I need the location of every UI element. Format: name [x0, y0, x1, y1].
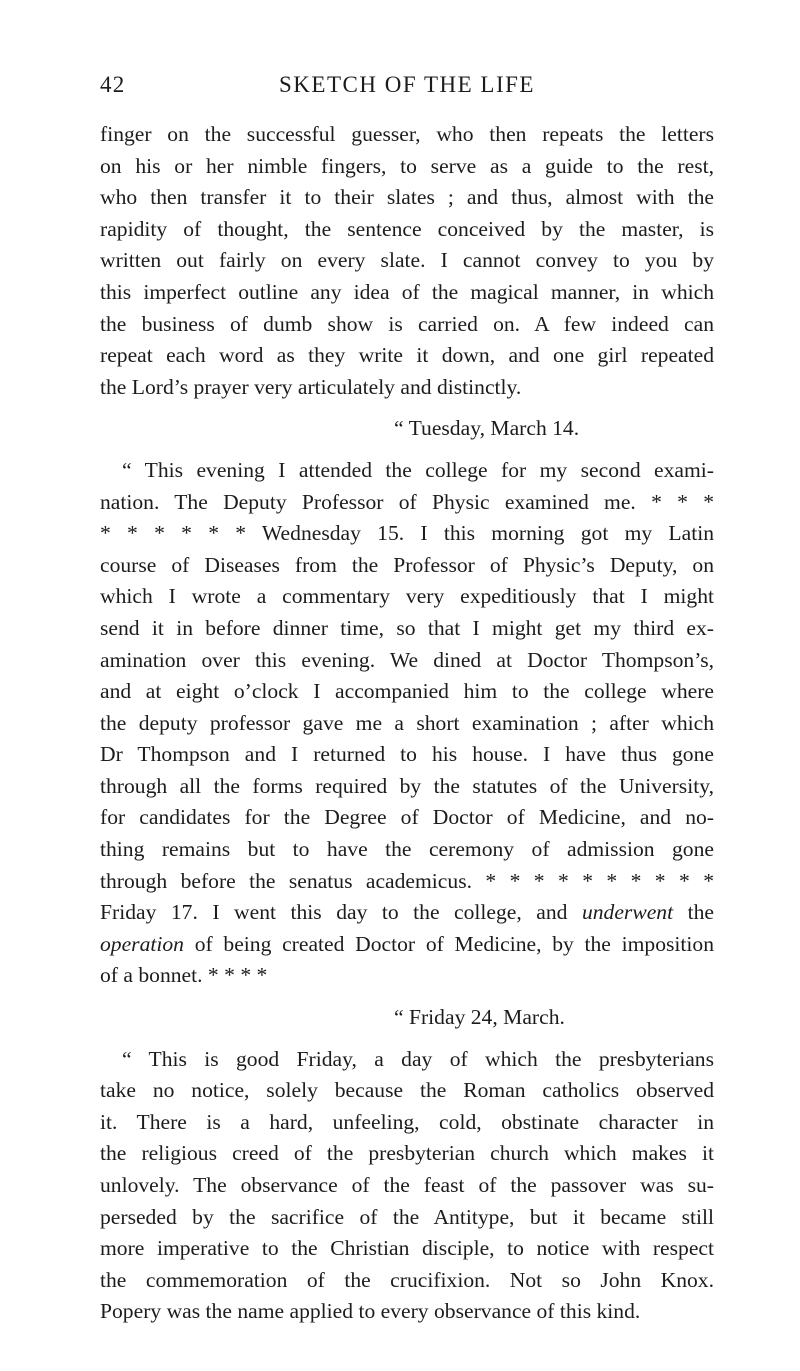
text-line: more imperative to the Christian disciple, to notice with respect — [100, 1236, 714, 1261]
text-line: the business of dumb show is carried on. A few indeed can — [100, 311, 714, 336]
text-line: through all the forms required by the statutes of the University, — [100, 773, 714, 798]
paragraph-gap — [100, 1034, 714, 1044]
text-line: who then transfer it to their slates ; and thus, almost with the — [100, 185, 714, 210]
text-line: for candidates for the Degree of Doctor of Medicine, and no- — [100, 805, 714, 830]
text-fragment: the — [687, 900, 714, 925]
text-line: rapidity of thought, the sentence conceived by the master, is — [100, 216, 714, 241]
paragraph-gap — [100, 992, 714, 1002]
text-line: it. There is a hard, unfeeling, cold, obstinate character in — [100, 1109, 714, 1134]
text-line: send it in before dinner time, so that I might get my third ex- — [100, 615, 714, 640]
text-line: on his or her nimble fingers, to serve as a guide to the rest, — [100, 153, 714, 178]
text-line: take no notice, solely because the Roman catholics observed — [100, 1078, 714, 1103]
text-fragment: of being created Doctor of Medicine, by the imposition — [194, 931, 714, 956]
text-line: of a bonnet. * * * * — [100, 963, 268, 988]
text-line: this imperfect outline any idea of the magical manner, in which — [100, 279, 714, 304]
running-title: SKETCH OF THE LIFE — [279, 72, 535, 97]
text-line: through before the senatus academicus. * * * * * * * * * * — [100, 868, 714, 893]
italic-word-operation: operation — [100, 931, 184, 956]
page-number: 42 — [100, 72, 126, 97]
text-line: and at eight o’clock I accompanied him to the college where — [100, 679, 714, 704]
text-line-with-italics — [100, 897, 714, 929]
text-line: the deputy professor gave me a short examination ; after which — [100, 710, 714, 735]
text-line: which I wrote a commentary very expeditiously that I might — [100, 584, 714, 609]
text-line: finger on the successful guesser, who then repeats the letters — [100, 122, 714, 146]
text-line-with-italics — [100, 929, 714, 961]
text-line: “ This evening I attended the college for my second exami- — [122, 457, 714, 482]
text-line: Dr Thompson and I returned to his house. I have thus gone — [100, 742, 714, 767]
paragraph-gap — [100, 403, 714, 413]
text-line: amination over this evening. We dined at Doctor Thompson’s, — [100, 647, 714, 672]
text-line: thing remains but to have the ceremony of admission gone — [100, 837, 714, 862]
date-heading: “ Tuesday, March 14. — [394, 416, 580, 441]
text-line: perseded by the sacrifice of the Antitype, but it became still — [100, 1204, 714, 1229]
text-line: nation. The Deputy Professor of Physic examined me. * * * — [100, 489, 714, 514]
text-line: * * * * * * Wednesday 15. I this morning got my Latin — [100, 521, 714, 546]
paragraph-gap — [100, 445, 714, 455]
text-line: written out fairly on every slate. I cannot convey to you by — [100, 248, 714, 273]
text-line: repeat each word as they write it down, and one girl repeated — [100, 343, 714, 368]
text-fragment: Friday 17. I went this day to the college, and — [100, 900, 568, 925]
text-line: “ This is good Friday, a day of which the presbyterians — [122, 1046, 714, 1071]
text-line: the religious creed of the presbyterian church which makes it — [100, 1141, 714, 1166]
italic-word-underwent: underwent — [581, 900, 674, 925]
text-line: unlovely. The observance of the feast of the passover was su- — [100, 1173, 714, 1197]
text-line: the commemoration of the crucifixion. Not so John Knox. — [100, 1267, 714, 1292]
text-line: the Lord’s prayer very articulately and distinctly. — [100, 374, 522, 399]
text-line: course of Diseases from the Professor of Physic’s Deputy, on — [100, 552, 714, 577]
date-heading: “ Friday 24, March. — [394, 1005, 565, 1030]
running-head — [100, 72, 714, 102]
text-line: Popery was the name applied to every observance of this kind. — [100, 1299, 641, 1324]
body-text — [100, 119, 714, 1328]
